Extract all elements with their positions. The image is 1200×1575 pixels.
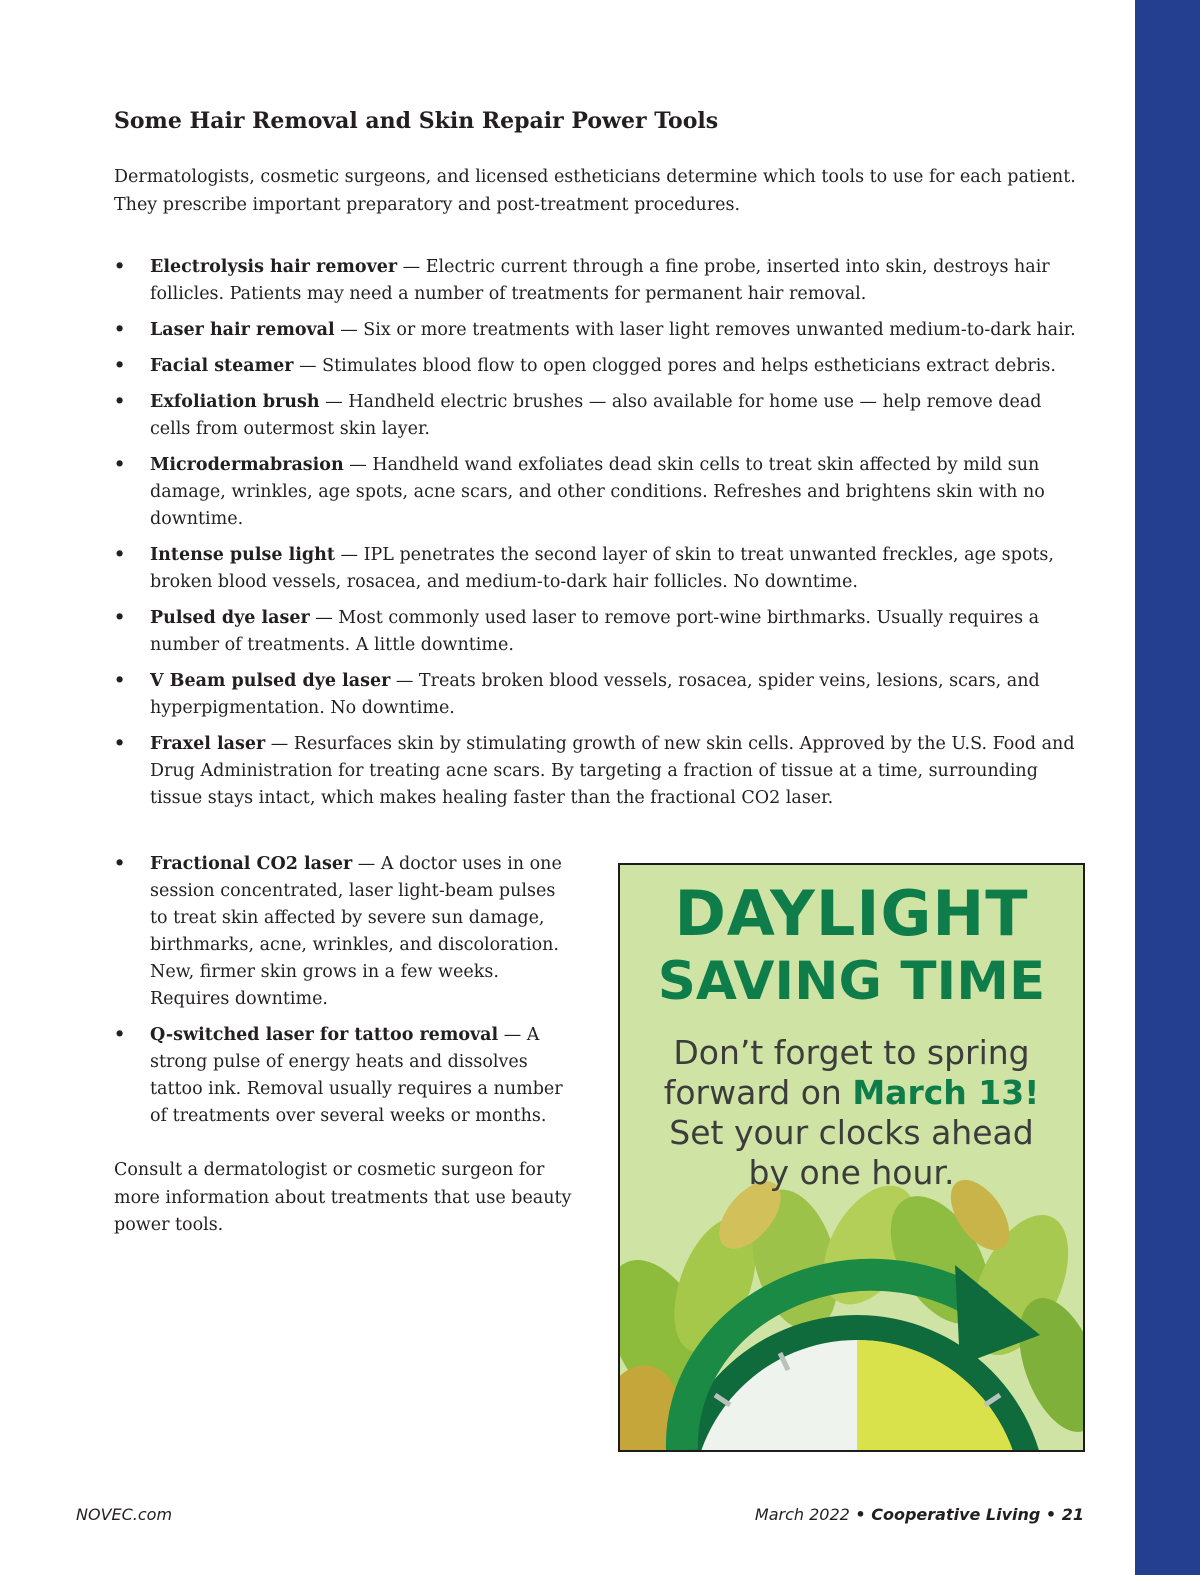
ad-date: March 13! bbox=[852, 1073, 1040, 1112]
tool-name: V Beam pulsed dye laser bbox=[150, 671, 391, 691]
list-item bbox=[114, 668, 1084, 722]
side-color-bar bbox=[1135, 0, 1200, 1575]
tool-description: — Stimulates blood flow to open clogged pores and helps estheticians extract debris. bbox=[293, 356, 1056, 376]
footer-page-number: 21 bbox=[1061, 1505, 1084, 1524]
ad-headline-2: SAVING TIME bbox=[657, 951, 1046, 1012]
tool-name: Fraxel laser bbox=[150, 734, 266, 754]
article-intro: Dermatologists, cosmetic surgeons, and licensed estheticians determine which tools to use for each patient. They prescribe important preparatory and post-treatment procedures. bbox=[114, 167, 1076, 215]
list-item bbox=[114, 542, 1084, 596]
tool-description: — Handheld wand exfoliates dead skin cells to treat skin affected by mild sun damage, wrinkles, age spots, acne scars, and other conditions. Refreshes and brightens skin with no downtime. bbox=[150, 455, 1045, 529]
ad-line-1: Don’t forget to spring bbox=[673, 1033, 1030, 1072]
bullet-icon: • bbox=[114, 545, 126, 565]
tool-name: Intense pulse light bbox=[150, 545, 335, 565]
list-item bbox=[114, 452, 1084, 533]
tool-description: — A doctor uses in one session concentrated, laser light-beam pulses to treat skin affected by severe sun damage, birthmarks, acne, wrinkles, and discoloration. New, firmer skin grows in a few weeks. Requires downtime. bbox=[150, 854, 562, 1009]
tool-list bbox=[114, 254, 1084, 821]
tool-list-continued bbox=[114, 851, 574, 1139]
footer-site: NOVEC.com bbox=[76, 1505, 173, 1524]
ad-headline-1: DAYLIGHT bbox=[674, 877, 1029, 950]
bullet-icon: • bbox=[114, 257, 126, 277]
tool-name: Exfoliation brush bbox=[150, 392, 320, 412]
bullet-icon: • bbox=[114, 392, 126, 412]
bullet-icon: • bbox=[114, 320, 126, 340]
tool-description: — A strong pulse of energy heats and dissolves tattoo ink. Removal usually requires a number of treatments over several weeks or months. bbox=[150, 1025, 563, 1126]
footer-separator: • bbox=[1040, 1505, 1062, 1524]
ad-line-2-prefix: forward on bbox=[663, 1073, 853, 1112]
tool-name: Electrolysis hair remover bbox=[150, 257, 398, 277]
footer-issue bbox=[755, 1505, 1084, 1524]
tool-name: Pulsed dye laser bbox=[150, 608, 310, 628]
list-item bbox=[114, 851, 574, 1013]
bullet-icon: • bbox=[114, 734, 126, 754]
tool-description: — Electric current through a fine probe, inserted into skin, destroys hair follicles. Patients may need a number of treatments for permanent hair removal. bbox=[150, 257, 1050, 304]
list-item bbox=[114, 317, 1084, 344]
bullet-icon: • bbox=[114, 608, 126, 628]
daylight-saving-ad bbox=[618, 863, 1085, 1452]
bullet-icon: • bbox=[114, 1025, 126, 1045]
bullet-icon: • bbox=[114, 356, 126, 376]
ad-line-3: Set your clocks ahead bbox=[669, 1113, 1034, 1152]
tool-name: Facial steamer bbox=[150, 356, 294, 376]
list-item bbox=[114, 605, 1084, 659]
footer-date: March 2022 bbox=[754, 1505, 850, 1524]
tool-name: Laser hair removal bbox=[150, 320, 335, 340]
tool-description: — Most commonly used laser to remove port-wine birthmarks. Usually requires a number of treatments. A little downtime. bbox=[150, 608, 1040, 655]
tool-name: Microdermabrasion bbox=[150, 455, 344, 475]
article-title: Some Hair Removal and Skin Repair Power Tools bbox=[114, 108, 719, 134]
tool-description: — Treats broken blood vessels, rosacea, spider veins, lesions, scars, and hyperpigmentation. No downtime. bbox=[150, 671, 1040, 718]
tool-name: Q-switched laser for tattoo removal bbox=[150, 1025, 499, 1045]
bullet-icon: • bbox=[114, 455, 126, 475]
list-item bbox=[114, 731, 1084, 812]
list-item bbox=[114, 389, 1084, 443]
tool-name: Fractional CO2 laser bbox=[150, 854, 353, 874]
footer-magazine: Cooperative Living bbox=[871, 1505, 1041, 1524]
tool-description: — Six or more treatments with laser light removes unwanted medium-to-dark hair. bbox=[334, 320, 1076, 340]
bullet-icon: • bbox=[114, 671, 126, 691]
list-item bbox=[114, 1022, 574, 1130]
ad-line-4: by one hour. bbox=[748, 1153, 955, 1192]
tool-description: — Handheld electric brushes — also available for home use — help remove dead cells from outermost skin layer. bbox=[150, 392, 1042, 439]
bullet-icon: • bbox=[114, 854, 126, 874]
consult-note: Consult a dermatologist or cosmetic surgeon for more information about treatments that use beauty power tools. bbox=[114, 1160, 572, 1235]
footer-separator: • bbox=[849, 1505, 872, 1524]
tool-description: — IPL penetrates the second layer of skin to treat unwanted freckles, age spots, broken blood vessels, rosacea, and medium-to-dark hair follicles. No downtime. bbox=[150, 545, 1054, 592]
ad-line-2 bbox=[620, 1073, 1083, 1113]
tool-description: — Resurfaces skin by stimulating growth of new skin cells. Approved by the U.S. Food and Drug Administration for treating acne scars. By targeting a fraction of tissue at a time, surrounding tissue stays intact, which makes healing faster than the fractional CO2 laser. bbox=[150, 734, 1075, 808]
list-item bbox=[114, 353, 1084, 380]
list-item bbox=[114, 254, 1084, 308]
